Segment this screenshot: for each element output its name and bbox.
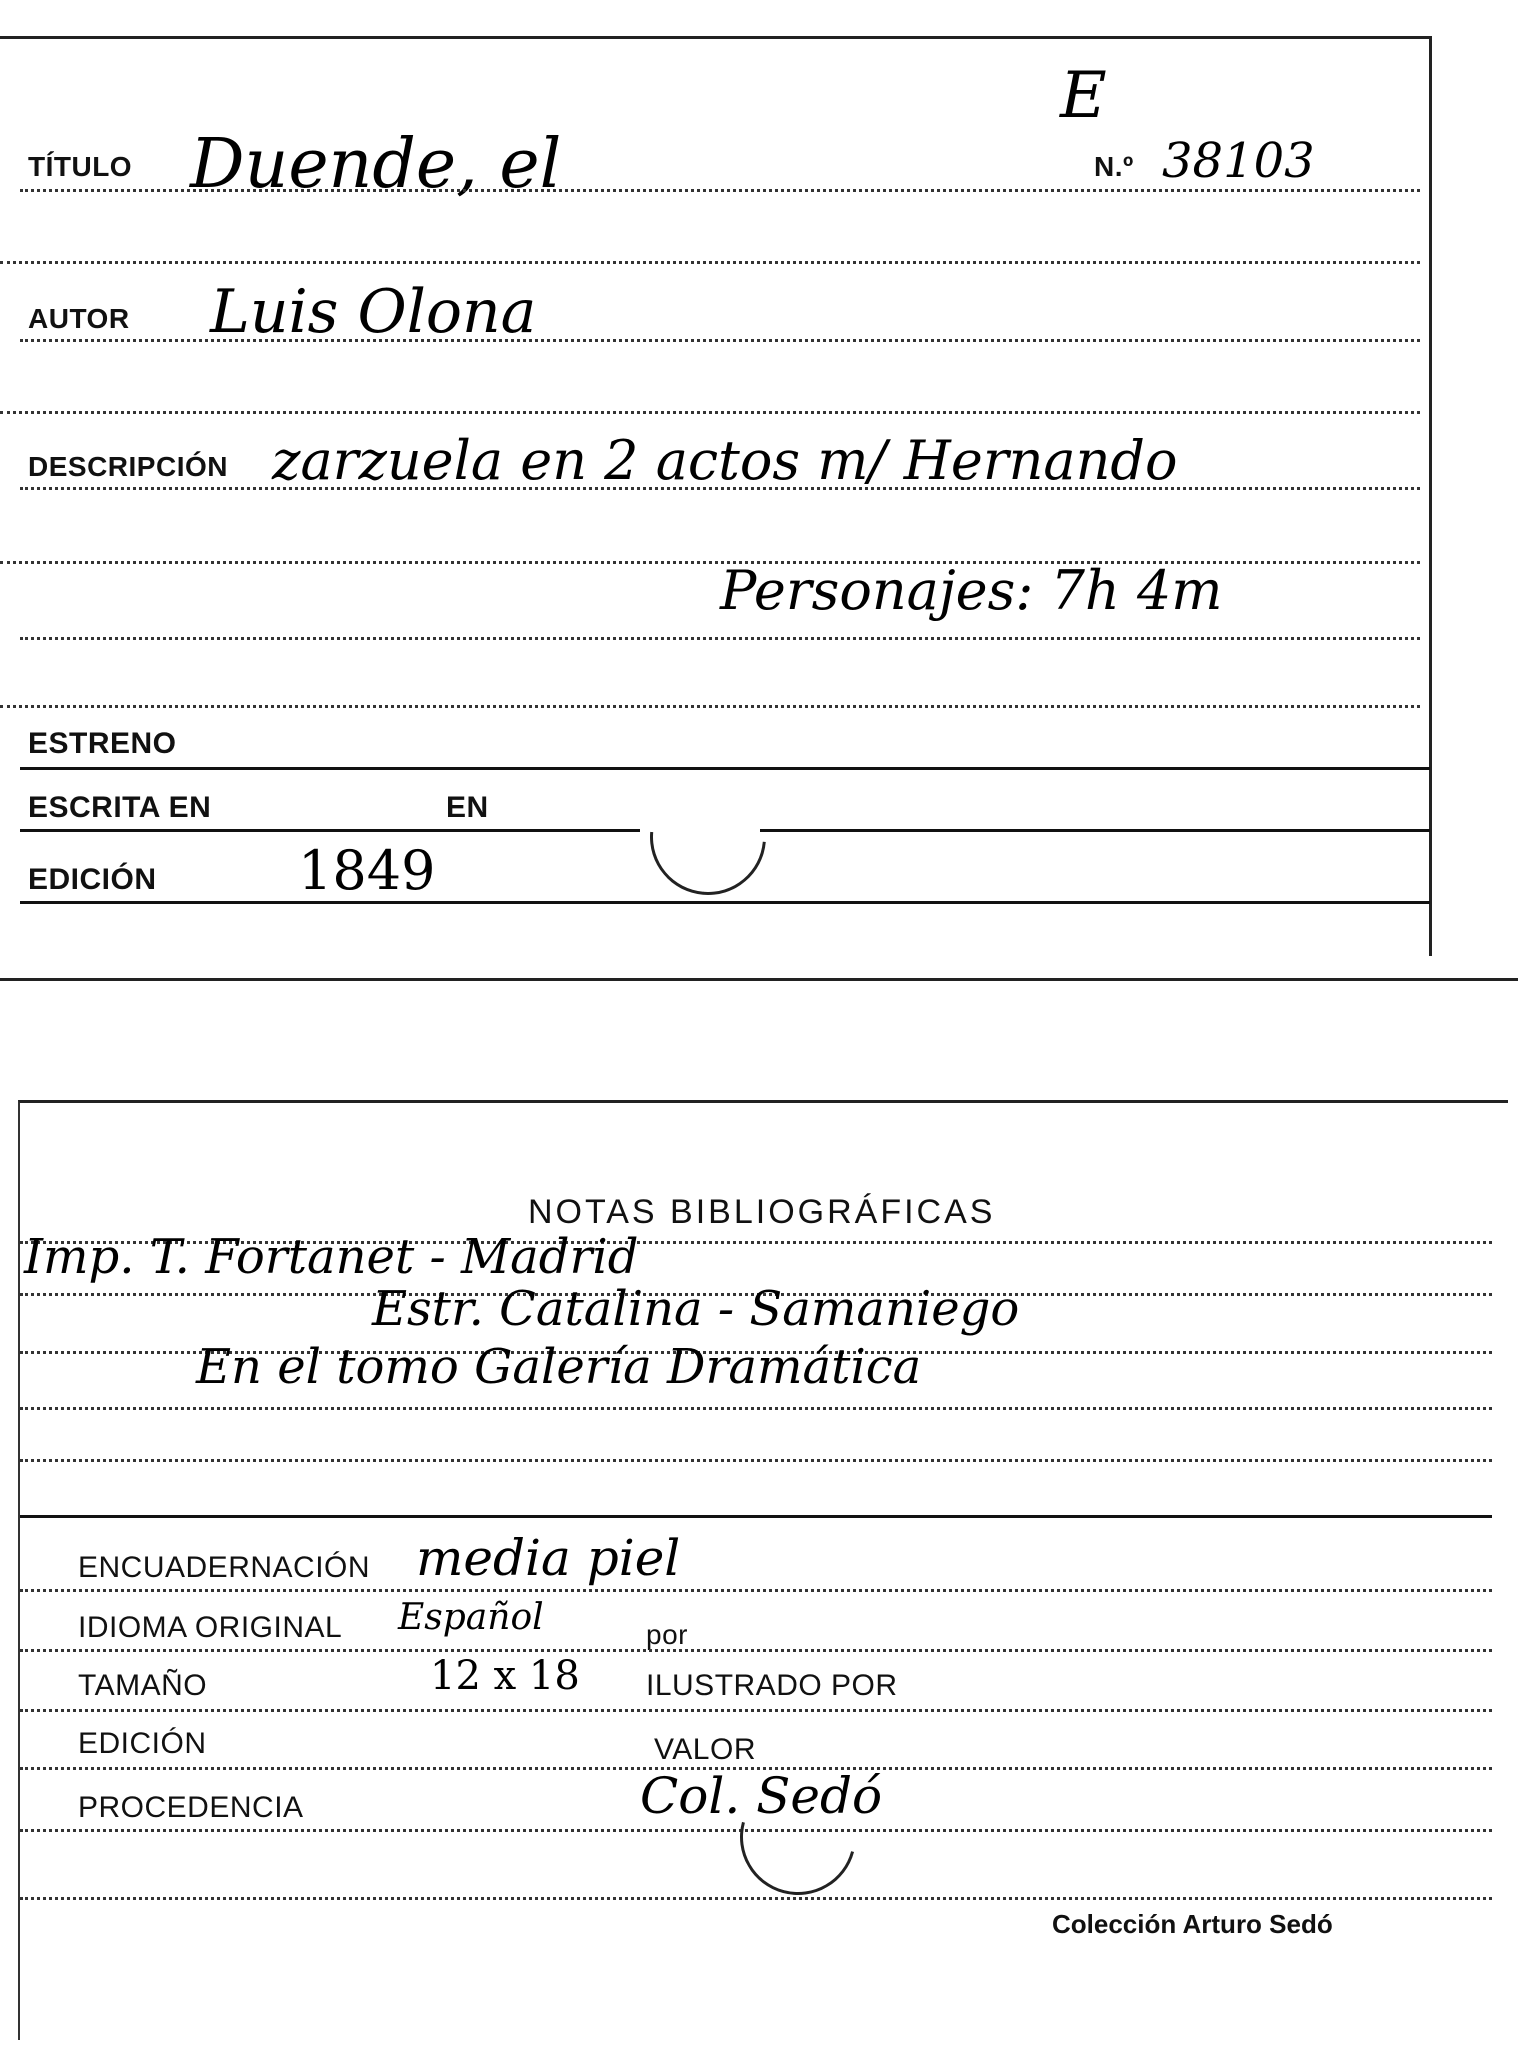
section-divider	[20, 1515, 1492, 1518]
autor-value: Luis Olona	[210, 277, 537, 347]
edicion-label: EDICIÓN	[28, 863, 157, 896]
valor-label: VALOR	[654, 1733, 756, 1766]
note-line-2: Estr. Catalina - Samaniego	[372, 1281, 1020, 1337]
encuadernacion-value: media piel	[416, 1529, 681, 1587]
notas-line-5	[20, 1459, 1492, 1462]
blank-line-1	[0, 261, 1420, 264]
escrita-label: ESCRITA EN	[28, 791, 212, 824]
autor-line	[20, 339, 1420, 342]
idioma-label: IDIOMA ORIGINAL	[78, 1611, 343, 1644]
corner-mark: E	[1060, 59, 1107, 133]
autor-label: AUTOR	[28, 303, 130, 334]
titulo-line	[20, 189, 1420, 192]
ilustrado-label: ILUSTRADO POR	[646, 1669, 898, 1702]
tamano-label: TAMAÑO	[78, 1669, 208, 1702]
estreno-label: ESTRENO	[28, 727, 177, 760]
idioma-value: Español	[398, 1597, 544, 1638]
descripcion-line-2	[20, 637, 1420, 640]
descripcion-value-2: Personajes: 7h 4m	[720, 559, 1223, 622]
collection-footer: Colección Arturo Sedó	[1052, 1909, 1333, 1939]
idioma-line	[20, 1649, 1492, 1652]
notas-line-4	[20, 1407, 1492, 1410]
encuadernacion-label: ENCUADERNACIÓN	[78, 1551, 371, 1584]
note-line-3: En el tomo Galería Dramática	[196, 1339, 922, 1395]
procedencia-value: Col. Sedó	[640, 1767, 883, 1825]
back-edicion-label: EDICIÓN	[78, 1727, 207, 1760]
numero-value: 38103	[1162, 133, 1315, 189]
blank-line-2	[0, 411, 1420, 414]
escrita-line-left	[20, 829, 640, 832]
descripcion-line	[20, 487, 1420, 490]
titulo-value: Duende, el	[190, 125, 562, 204]
punch-hole-mark	[626, 755, 789, 918]
edicion-line	[20, 901, 1430, 904]
edicion-value: 1849	[298, 839, 436, 902]
procedencia-line-2	[20, 1897, 1492, 1900]
card-separator	[0, 978, 1518, 981]
titulo-label: TÍTULO	[28, 151, 133, 182]
escrita-line-right	[760, 829, 1430, 832]
blank-line-4	[0, 705, 1420, 708]
estreno-line	[20, 767, 1430, 770]
descripcion-value: zarzuela en 2 actos m/ Hernando	[272, 429, 1178, 492]
numero-label: N.º	[1094, 151, 1134, 182]
tamano-value: 12 x 18	[430, 1653, 580, 1699]
procedencia-label: PROCEDENCIA	[78, 1791, 304, 1824]
notas-heading: NOTAS BIBLIOGRÁFICAS	[528, 1193, 996, 1231]
back-card	[18, 1100, 1508, 2040]
note-line-1: Imp. T. Fortanet - Madrid	[24, 1229, 639, 1285]
por-label: por	[646, 1619, 688, 1650]
en-label: EN	[446, 791, 489, 824]
front-card	[0, 36, 1432, 956]
tamano-line	[20, 1709, 1492, 1712]
encuadernacion-line	[20, 1589, 1492, 1592]
descripcion-label: DESCRIPCIÓN	[28, 451, 228, 482]
